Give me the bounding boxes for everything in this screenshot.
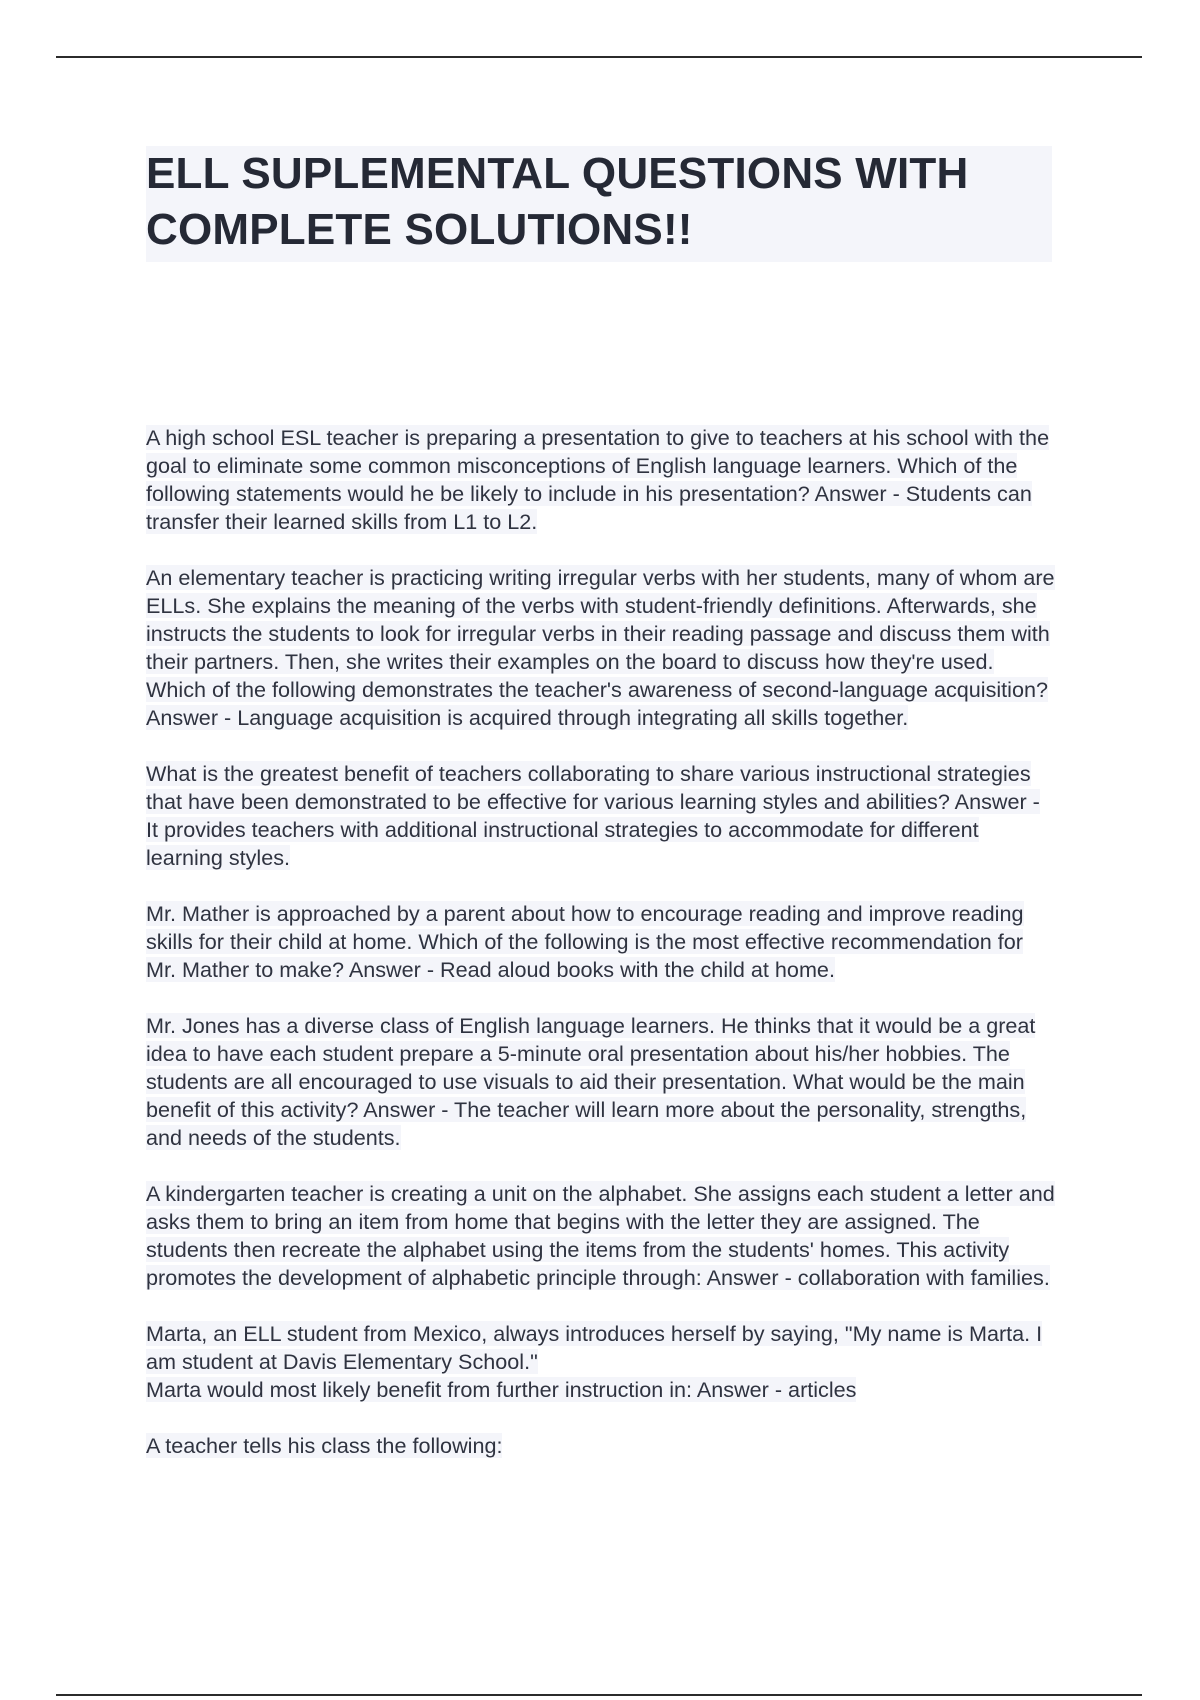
question-item — [146, 1180, 1056, 1292]
bottom-rule — [56, 1694, 1142, 1696]
question-text: A high school ESL teacher is preparing a presentation to give to teachers at his school with the goal to eliminate some common misconceptions of English language learners. Which of the following statements would he be likely to include in his presentation? Answer - Students can transfer their learned skills from L1 to L2. — [146, 425, 1050, 534]
question-text: A kindergarten teacher is creating a unit on the alphabet. She assigns each student a letter and asks them to bring an item from home that begins with the letter they are assigned. The students then recreate the alphabet using the items from the students' homes. This activity promotes the development of alphabetic principle through: Answer - collaboration with families. — [146, 1181, 1055, 1290]
question-item — [146, 564, 1056, 732]
question-text: Mr. Jones has a diverse class of English language learners. He thinks that it would be a great idea to have each student prepare a 5-minute oral presentation about his/her hobbies. The students are all encouraged to use visuals to aid their presentation. What would be the main benefit of this activity? Answer - The teacher will learn more about the personality, strengths, and needs of the students. — [146, 1013, 1036, 1150]
document-title-text: ELL SUPLEMENTAL QUESTIONS WITH COMPLETE SOLUTIONS!! — [146, 149, 969, 254]
question-list — [146, 424, 1056, 1488]
top-rule — [56, 56, 1142, 58]
question-item — [146, 900, 1056, 984]
question-item — [146, 424, 1056, 536]
document-title — [146, 146, 1052, 262]
question-text: An elementary teacher is practicing writing irregular verbs with her students, many of whom are ELLs. She explains the meaning of the verbs with student-friendly definitions. Afterwards, she instructs the students to look for irregular verbs in their reading passage and discuss them with their partners. Then, she writes their examples on the board to discuss how they're used. Which of the following demonstrates the teacher's awareness of second-language acquisition? Answer - Language acquisition is acquired through integrating all skills together. — [146, 565, 1055, 730]
question-text: Mr. Mather is approached by a parent about how to encourage reading and improve reading skills for their child at home. Which of the following is the most effective recommendation for Mr. Mather to make? Answer - Read aloud books with the child at home. — [146, 901, 1024, 982]
question-text: A teacher tells his class the following: — [146, 1433, 503, 1458]
question-item — [146, 760, 1056, 872]
question-text: What is the greatest benefit of teachers collaborating to share various instructional strategies that have been demonstrated to be effective for various learning styles and abilities? Answer - It provides teachers with additional instructional strategies to accommodate for different learning styles. — [146, 761, 1040, 870]
question-item — [146, 1320, 1056, 1404]
question-item — [146, 1432, 1056, 1460]
question-item — [146, 1012, 1056, 1152]
question-text: Marta, an ELL student from Mexico, always introduces herself by saying, "My name is Marta. I am student at Davis Elementary School." Marta would most likely benefit from further instruction in: Answer - articles — [146, 1321, 1043, 1402]
